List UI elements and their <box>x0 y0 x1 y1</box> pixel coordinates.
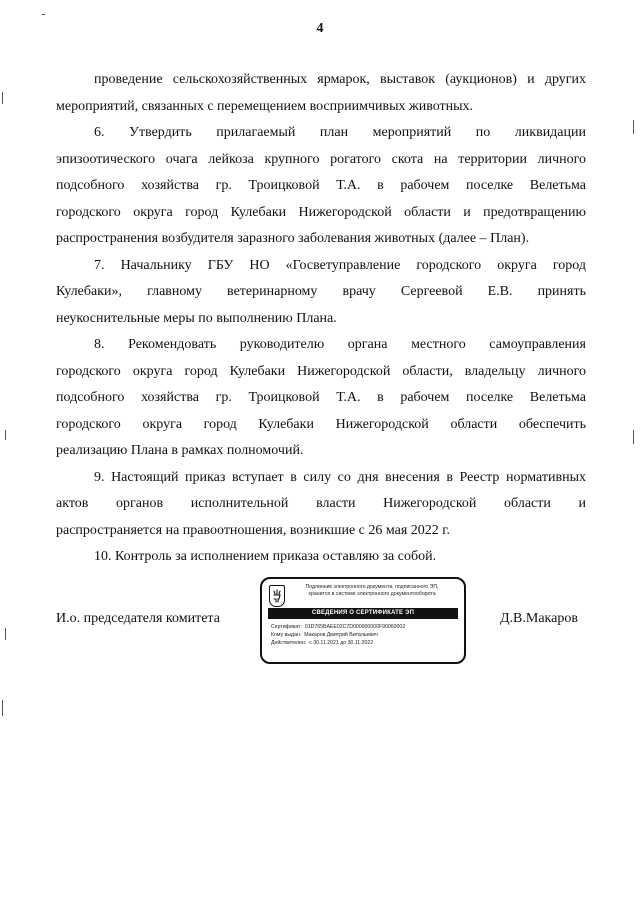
document-body <box>56 67 586 571</box>
text-line: 8. Рекомендовать руководителю органа местного самоуправления <box>94 337 586 352</box>
issued-to-value: Макаров Дмитрий Витальевич <box>304 632 378 638</box>
text-line: актов органов исполнительной власти Нижегородской области и <box>56 496 586 511</box>
paragraph-10 <box>56 544 586 571</box>
text-line: 6. Утвердить прилагаемый план мероприятий по ликвидации <box>94 125 586 140</box>
signatory-name: Д.В.Макаров <box>500 611 578 626</box>
page-number: 4 <box>316 21 324 36</box>
certificate-value: 01D765BAEE02C7D000000000F90060002 <box>304 624 406 630</box>
issued-to-label: Кому выдан: <box>271 632 302 638</box>
text-line: городского округа город Кулебаки Нижегородской области обеспечить <box>56 416 586 432</box>
scan-artifact <box>5 628 6 640</box>
text-line: городского округа город Кулебаки Нижегородской области и предотвращению <box>56 204 586 220</box>
certificate-header: СВЕДЕНИЯ О СЕРТИФИКАТЕ ЭП <box>268 608 458 619</box>
text-line: эпизоотического очага лейкоза крупного рогатого скота на территории личного <box>56 151 586 167</box>
text-line: реализацию Плана в рамках полномочий. <box>56 443 304 458</box>
electronic-signature-stamp <box>260 577 466 664</box>
text-line: распространения возбудителя заразного заболевания животных (далее – План). <box>56 231 530 246</box>
paragraph-7 <box>56 253 586 333</box>
text-line: проведение сельскохозяйственных ярмарок, выставок (аукционов) и других <box>94 72 586 87</box>
text-line: Кулебаки», главному ветеринарному врачу Сергеевой Е.В. принять <box>56 284 586 299</box>
text-line: мероприятий, связанных с перемещением восприимчивых животных. <box>56 98 474 114</box>
paragraph-6 <box>56 120 586 253</box>
text-line: 7. Начальнику ГБУ НО «Госветуправление городского округа город <box>94 257 586 273</box>
scan-artifact <box>2 700 3 716</box>
text-line: распространяется на правоотношения, возникшие с 26 мая 2022 г. <box>56 522 450 538</box>
scan-artifact <box>5 430 6 440</box>
stamp-notice <box>288 584 456 598</box>
paragraph-9 <box>56 465 586 545</box>
certificate-row <box>271 623 459 631</box>
issued-to-row <box>271 631 459 639</box>
certificate-details <box>271 623 459 647</box>
valid-value: с 30.11.2021 до 30.11.2022 <box>309 640 374 646</box>
scan-artifact <box>633 120 634 134</box>
signatory-title: И.о. председателя комитета <box>56 611 220 626</box>
paragraph-8 <box>56 332 586 465</box>
text-line: 10. Контроль за исполнением приказа оставляю за собой. <box>94 549 437 564</box>
deer-emblem-icon <box>269 585 285 607</box>
scan-artifact <box>42 14 45 15</box>
text-line: подсобного хозяйства гр. Троицковой Т.А. в рабочем поселке Велетьма <box>56 390 586 405</box>
scan-artifact <box>2 92 3 104</box>
certificate-label: Сертификат: <box>271 624 302 630</box>
valid-label: Действителен: <box>271 640 307 646</box>
scan-artifact <box>633 430 634 444</box>
stamp-notice-line: хранится в системе электронного документооборота <box>308 591 436 597</box>
text-line: 9. Настоящий приказ вступает в силу со дня внесения в Реестр нормативных <box>94 469 586 485</box>
paragraph-5-continuation <box>56 67 586 120</box>
valid-row <box>271 639 459 647</box>
text-line: городского округа город Кулебаки Нижегородской области, владельцу личного <box>56 363 586 379</box>
stamp-notice-line: Подлинник электронного документа, подписанного ЭП, <box>305 584 439 590</box>
text-line: подсобного хозяйства гр. Троицковой Т.А. в рабочем поселке Велетьма <box>56 178 586 193</box>
text-line: неукоснительные меры по выполнению Плана. <box>56 310 337 326</box>
